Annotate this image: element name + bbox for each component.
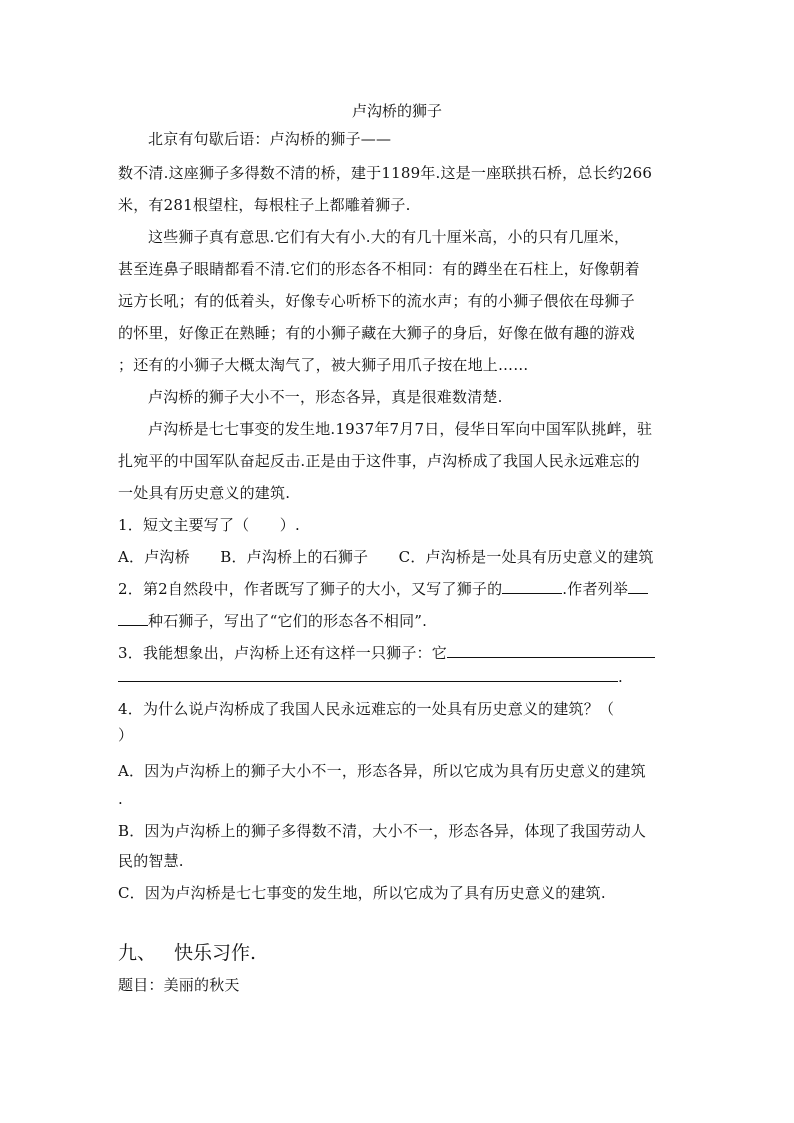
- paragraph-line: 一处具有历史意义的建筑.: [118, 484, 291, 502]
- question-1-options: A．卢沟桥 B．卢沟桥上的石狮子 C．卢沟桥是一处具有历史意义的建筑: [118, 548, 654, 566]
- section-title: 快乐习作.: [174, 942, 257, 964]
- question-2-text-c: 种石狮子，写出了“它们的形态各不相同”.: [148, 612, 428, 630]
- question-4-option-b-cont: 民的智慧.: [118, 852, 184, 870]
- section-number: 九、: [118, 942, 157, 964]
- answer-blank[interactable]: [118, 611, 148, 626]
- question-3-line-1: [118, 642, 678, 664]
- question-2-line-1: [118, 578, 678, 600]
- question-2-text-a: 2．第2自然段中，作者既写了狮子的大小，又写了狮子的: [118, 580, 503, 598]
- paragraph-line: 卢沟桥是七七事变的发生地.1937年7月7日，侵华日军向中国军队挑衅，驻: [148, 420, 653, 438]
- question-4-option-c: C．因为卢沟桥是七七事变的发生地，所以它成为了具有历史意义的建筑.: [118, 884, 606, 902]
- paragraph-line: 扎宛平的中国军队奋起反击.正是由于这件事，卢沟桥成了我国人民永远难忘的: [118, 452, 640, 470]
- paragraph-line: 卢沟桥的狮子大小不一，形态各异，真是很难数清楚.: [148, 388, 503, 406]
- question-3-text: 3．我能想象出，卢沟桥上还有这样一只狮子：它: [118, 644, 447, 662]
- paragraph-line: 甚至连鼻子眼睛都看不清.它们的形态各不相同：有的蹲坐在石柱上，好像朝着: [118, 260, 640, 278]
- answer-blank[interactable]: [447, 643, 655, 658]
- answer-blank[interactable]: [502, 579, 562, 594]
- question-2-text-b: .作者列举: [562, 580, 629, 598]
- question-4-option-b: B．因为卢沟桥上的狮子多得数不清，大小不一，形态各异，体现了我国劳动人: [118, 822, 647, 840]
- section-9-heading: [118, 940, 256, 966]
- paragraph-line: ；还有的小狮子大概太淘气了，被大狮子用爪子按在地上……: [118, 356, 529, 374]
- essay-topic: 题目：美丽的秋天: [118, 976, 240, 994]
- paragraph-line: 的怀里，好像正在熟睡；有的小狮子藏在大狮子的身后，好像在做有趣的游戏: [118, 324, 635, 342]
- question-3-line-2: [118, 666, 678, 688]
- question-4-option-a: A．因为卢沟桥上的狮子大小不一，形态各异，所以它成为具有历史意义的建筑: [118, 762, 646, 780]
- question-4-option-a-cont: .: [118, 790, 123, 808]
- answer-blank[interactable]: [628, 579, 648, 594]
- paragraph-line: 北京有句歇后语：卢沟桥的狮子——: [148, 130, 392, 148]
- passage-title: 卢沟桥的狮子: [351, 102, 442, 120]
- question-4-line-2: ）: [118, 726, 134, 744]
- answer-blank[interactable]: [118, 667, 618, 682]
- paragraph-line: 米，有281根望柱，每根柱子上都雕着狮子.: [118, 196, 411, 214]
- paragraph-line: 这些狮子真有意思.它们有大有小.大的有几十厘米高，小的只有几厘米，: [148, 228, 630, 246]
- question-1: 1．短文主要写了（ ）.: [118, 516, 300, 534]
- question-3-end: .: [618, 668, 623, 686]
- paragraph-line: 数不清.这座狮子多得数不清的桥，建于1189年.这是一座联拱石桥，总长约266: [118, 164, 653, 182]
- question-4-line-1: 4．为什么说卢沟桥成了我国人民永远难忘的一处具有历史意义的建筑？（: [118, 700, 615, 718]
- paragraph-line: 远方长吼；有的低着头，好像专心听桥下的流水声；有的小狮子偎依在母狮子: [118, 292, 635, 310]
- question-2-line-2: [118, 610, 678, 632]
